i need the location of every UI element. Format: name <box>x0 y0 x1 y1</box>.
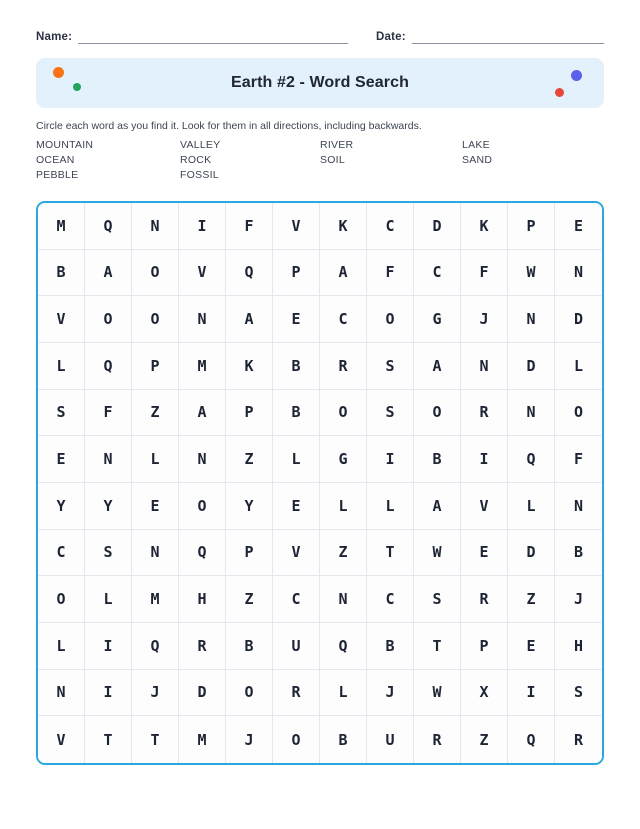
grid-cell-r12-c10[interactable]: Z <box>461 716 508 763</box>
grid-cell-r10-c11[interactable]: E <box>508 623 555 670</box>
grid-cell-r7-c5[interactable]: Y <box>226 483 273 530</box>
word-list-item[interactable]: RIVER <box>320 139 354 152</box>
grid-cell-r1-c7[interactable]: K <box>320 203 367 250</box>
grid-cell-r5-c2[interactable]: F <box>85 390 132 437</box>
grid-cell-r11-c8[interactable]: J <box>367 670 414 717</box>
grid-cell-r5-c7[interactable]: O <box>320 390 367 437</box>
grid-cell-r6-c1[interactable]: E <box>38 436 85 483</box>
grid-cell-r8-c12[interactable]: B <box>555 530 602 577</box>
grid-cell-r1-c10[interactable]: K <box>461 203 508 250</box>
grid-cell-r2-c11[interactable]: W <box>508 250 555 297</box>
grid-cell-r9-c12[interactable]: J <box>555 576 602 623</box>
grid-cell-r5-c9[interactable]: O <box>414 390 461 437</box>
grid-cell-r10-c1[interactable]: L <box>38 623 85 670</box>
grid-cell-r9-c9[interactable]: S <box>414 576 461 623</box>
grid-cell-r3-c11[interactable]: N <box>508 296 555 343</box>
grid-cell-r12-c3[interactable]: T <box>132 716 179 763</box>
grid-cell-r8-c9[interactable]: W <box>414 530 461 577</box>
grid-cell-r5-c11[interactable]: N <box>508 390 555 437</box>
grid-cell-r1-c5[interactable]: F <box>226 203 273 250</box>
grid-cell-r10-c3[interactable]: Q <box>132 623 179 670</box>
grid-cell-r5-c3[interactable]: Z <box>132 390 179 437</box>
grid-cell-r12-c8[interactable]: U <box>367 716 414 763</box>
grid-cell-r8-c6[interactable]: V <box>273 530 320 577</box>
grid-cell-r1-c2[interactable]: Q <box>85 203 132 250</box>
grid-cell-r3-c7[interactable]: C <box>320 296 367 343</box>
grid-cell-r12-c9[interactable]: R <box>414 716 461 763</box>
grid-cell-r7-c10[interactable]: V <box>461 483 508 530</box>
grid-cell-r5-c6[interactable]: B <box>273 390 320 437</box>
grid-cell-r4-c7[interactable]: R <box>320 343 367 390</box>
grid-cell-r5-c12[interactable]: O <box>555 390 602 437</box>
grid-cell-r10-c9[interactable]: T <box>414 623 461 670</box>
grid-cell-r3-c12[interactable]: D <box>555 296 602 343</box>
grid-cell-r10-c5[interactable]: B <box>226 623 273 670</box>
grid-cell-r12-c6[interactable]: O <box>273 716 320 763</box>
grid-cell-r4-c2[interactable]: Q <box>85 343 132 390</box>
word-search-grid[interactable] <box>38 203 602 763</box>
grid-cell-r8-c11[interactable]: D <box>508 530 555 577</box>
grid-cell-r9-c8[interactable]: C <box>367 576 414 623</box>
grid-cell-r1-c1[interactable]: M <box>38 203 85 250</box>
grid-cell-r2-c4[interactable]: V <box>179 250 226 297</box>
grid-cell-r3-c3[interactable]: O <box>132 296 179 343</box>
instructions-text: Circle each word as you find it. Look for them in all directions, including backwards. <box>36 120 422 132</box>
date-input-line[interactable] <box>412 30 604 44</box>
grid-cell-r6-c4[interactable]: N <box>179 436 226 483</box>
grid-cell-r9-c3[interactable]: M <box>132 576 179 623</box>
grid-cell-r6-c8[interactable]: I <box>367 436 414 483</box>
grid-cell-r11-c4[interactable]: D <box>179 670 226 717</box>
date-label: Date: <box>376 31 406 43</box>
grid-cell-r3-c10[interactable]: J <box>461 296 508 343</box>
grid-cell-r7-c4[interactable]: O <box>179 483 226 530</box>
grid-cell-r7-c2[interactable]: Y <box>85 483 132 530</box>
grid-cell-r9-c2[interactable]: L <box>85 576 132 623</box>
grid-cell-r5-c10[interactable]: R <box>461 390 508 437</box>
grid-cell-r3-c5[interactable]: A <box>226 296 273 343</box>
grid-cell-r2-c9[interactable]: C <box>414 250 461 297</box>
name-label: Name: <box>36 31 73 43</box>
grid-cell-r12-c12[interactable]: R <box>555 716 602 763</box>
grid-cell-r3-c8[interactable]: O <box>367 296 414 343</box>
grid-cell-r7-c3[interactable]: E <box>132 483 179 530</box>
grid-cell-r2-c3[interactable]: O <box>132 250 179 297</box>
word-search-grid-container <box>36 201 604 765</box>
grid-cell-r12-c7[interactable]: B <box>320 716 367 763</box>
grid-cell-r6-c3[interactable]: L <box>132 436 179 483</box>
grid-cell-r2-c6[interactable]: P <box>273 250 320 297</box>
orange-dot-icon <box>53 67 64 78</box>
grid-cell-r5-c5[interactable]: P <box>226 390 273 437</box>
grid-cell-r7-c1[interactable]: Y <box>38 483 85 530</box>
grid-cell-r11-c6[interactable]: R <box>273 670 320 717</box>
grid-cell-r11-c7[interactable]: L <box>320 670 367 717</box>
page-title: Earth #2 - Word Search <box>231 74 409 91</box>
grid-cell-r1-c3[interactable]: N <box>132 203 179 250</box>
grid-cell-r2-c2[interactable]: A <box>85 250 132 297</box>
grid-cell-r3-c2[interactable]: O <box>85 296 132 343</box>
grid-cell-r4-c5[interactable]: K <box>226 343 273 390</box>
grid-cell-r3-c1[interactable]: V <box>38 296 85 343</box>
grid-cell-r11-c12[interactable]: S <box>555 670 602 717</box>
grid-cell-r7-c6[interactable]: E <box>273 483 320 530</box>
grid-cell-r11-c3[interactable]: J <box>132 670 179 717</box>
word-list-item[interactable]: PEBBLE <box>36 169 79 182</box>
grid-cell-r4-c6[interactable]: B <box>273 343 320 390</box>
word-list-item[interactable]: VALLEY <box>180 139 221 152</box>
green-dot-icon <box>73 83 81 91</box>
grid-cell-r1-c8[interactable]: C <box>367 203 414 250</box>
purple-dot-icon <box>571 70 582 81</box>
grid-cell-r7-c8[interactable]: L <box>367 483 414 530</box>
grid-cell-r9-c5[interactable]: Z <box>226 576 273 623</box>
name-date-row <box>0 0 640 44</box>
grid-cell-r4-c12[interactable]: L <box>555 343 602 390</box>
red-dot-icon <box>555 88 564 97</box>
grid-cell-r8-c2[interactable]: S <box>85 530 132 577</box>
grid-cell-r6-c12[interactable]: F <box>555 436 602 483</box>
grid-cell-r10-c8[interactable]: B <box>367 623 414 670</box>
grid-cell-r10-c12[interactable]: H <box>555 623 602 670</box>
grid-cell-r10-c7[interactable]: Q <box>320 623 367 670</box>
grid-cell-r12-c5[interactable]: J <box>226 716 273 763</box>
word-list-item[interactable]: LAKE <box>462 139 490 152</box>
word-list-item[interactable]: MOUNTAIN <box>36 139 94 152</box>
grid-cell-r7-c9[interactable]: A <box>414 483 461 530</box>
word-list-item[interactable]: ROCK <box>180 154 212 167</box>
grid-cell-r10-c10[interactable]: P <box>461 623 508 670</box>
grid-cell-r8-c10[interactable]: E <box>461 530 508 577</box>
grid-cell-r6-c9[interactable]: B <box>414 436 461 483</box>
grid-cell-r2-c12[interactable]: N <box>555 250 602 297</box>
grid-cell-r4-c3[interactable]: P <box>132 343 179 390</box>
grid-cell-r10-c4[interactable]: R <box>179 623 226 670</box>
grid-cell-r8-c1[interactable]: C <box>38 530 85 577</box>
title-banner <box>36 58 604 108</box>
grid-cell-r11-c5[interactable]: O <box>226 670 273 717</box>
grid-cell-r6-c10[interactable]: I <box>461 436 508 483</box>
grid-cell-r7-c11[interactable]: L <box>508 483 555 530</box>
word-list-item[interactable]: FOSSIL <box>180 169 219 182</box>
grid-cell-r2-c5[interactable]: Q <box>226 250 273 297</box>
grid-cell-r9-c4[interactable]: H <box>179 576 226 623</box>
grid-cell-r4-c9[interactable]: A <box>414 343 461 390</box>
grid-cell-r12-c4[interactable]: M <box>179 716 226 763</box>
grid-cell-r3-c9[interactable]: G <box>414 296 461 343</box>
grid-cell-r1-c11[interactable]: P <box>508 203 555 250</box>
grid-cell-r12-c2[interactable]: T <box>85 716 132 763</box>
grid-cell-r6-c2[interactable]: N <box>85 436 132 483</box>
grid-cell-r10-c6[interactable]: U <box>273 623 320 670</box>
grid-cell-r11-c1[interactable]: N <box>38 670 85 717</box>
grid-cell-r6-c7[interactable]: G <box>320 436 367 483</box>
word-list-item[interactable]: SAND <box>462 154 493 167</box>
name-field-group <box>36 30 376 44</box>
grid-cell-r7-c7[interactable]: L <box>320 483 367 530</box>
grid-cell-r9-c1[interactable]: O <box>38 576 85 623</box>
grid-cell-r9-c10[interactable]: R <box>461 576 508 623</box>
date-field-group <box>376 30 604 44</box>
grid-cell-r8-c7[interactable]: Z <box>320 530 367 577</box>
grid-cell-r1-c12[interactable]: E <box>555 203 602 250</box>
grid-cell-r5-c4[interactable]: A <box>179 390 226 437</box>
grid-cell-r11-c9[interactable]: W <box>414 670 461 717</box>
word-list-item[interactable]: SOIL <box>320 154 345 167</box>
grid-cell-r6-c6[interactable]: L <box>273 436 320 483</box>
grid-cell-r3-c6[interactable]: E <box>273 296 320 343</box>
grid-cell-r8-c3[interactable]: N <box>132 530 179 577</box>
word-list <box>36 138 604 183</box>
grid-cell-r6-c5[interactable]: Z <box>226 436 273 483</box>
grid-cell-r4-c10[interactable]: N <box>461 343 508 390</box>
grid-cell-r9-c6[interactable]: C <box>273 576 320 623</box>
grid-cell-r11-c10[interactable]: X <box>461 670 508 717</box>
grid-cell-r8-c8[interactable]: T <box>367 530 414 577</box>
grid-cell-r4-c4[interactable]: M <box>179 343 226 390</box>
grid-cell-r11-c11[interactable]: I <box>508 670 555 717</box>
grid-cell-r4-c11[interactable]: D <box>508 343 555 390</box>
grid-cell-r10-c2[interactable]: I <box>85 623 132 670</box>
grid-cell-r5-c1[interactable]: S <box>38 390 85 437</box>
grid-cell-r8-c5[interactable]: P <box>226 530 273 577</box>
grid-cell-r6-c11[interactable]: Q <box>508 436 555 483</box>
grid-cell-r9-c11[interactable]: Z <box>508 576 555 623</box>
grid-cell-r11-c2[interactable]: I <box>85 670 132 717</box>
grid-cell-r7-c12[interactable]: N <box>555 483 602 530</box>
grid-cell-r1-c6[interactable]: V <box>273 203 320 250</box>
grid-cell-r1-c4[interactable]: I <box>179 203 226 250</box>
grid-cell-r12-c1[interactable]: V <box>38 716 85 763</box>
grid-cell-r5-c8[interactable]: S <box>367 390 414 437</box>
grid-cell-r8-c4[interactable]: Q <box>179 530 226 577</box>
grid-cell-r3-c4[interactable]: N <box>179 296 226 343</box>
grid-cell-r9-c7[interactable]: N <box>320 576 367 623</box>
grid-cell-r4-c1[interactable]: L <box>38 343 85 390</box>
grid-cell-r2-c10[interactable]: F <box>461 250 508 297</box>
grid-cell-r4-c8[interactable]: S <box>367 343 414 390</box>
word-list-item[interactable]: OCEAN <box>36 154 75 167</box>
grid-cell-r2-c8[interactable]: F <box>367 250 414 297</box>
grid-cell-r12-c11[interactable]: Q <box>508 716 555 763</box>
grid-cell-r1-c9[interactable]: D <box>414 203 461 250</box>
grid-cell-r2-c1[interactable]: B <box>38 250 85 297</box>
grid-cell-r2-c7[interactable]: A <box>320 250 367 297</box>
name-input-line[interactable] <box>78 30 348 44</box>
